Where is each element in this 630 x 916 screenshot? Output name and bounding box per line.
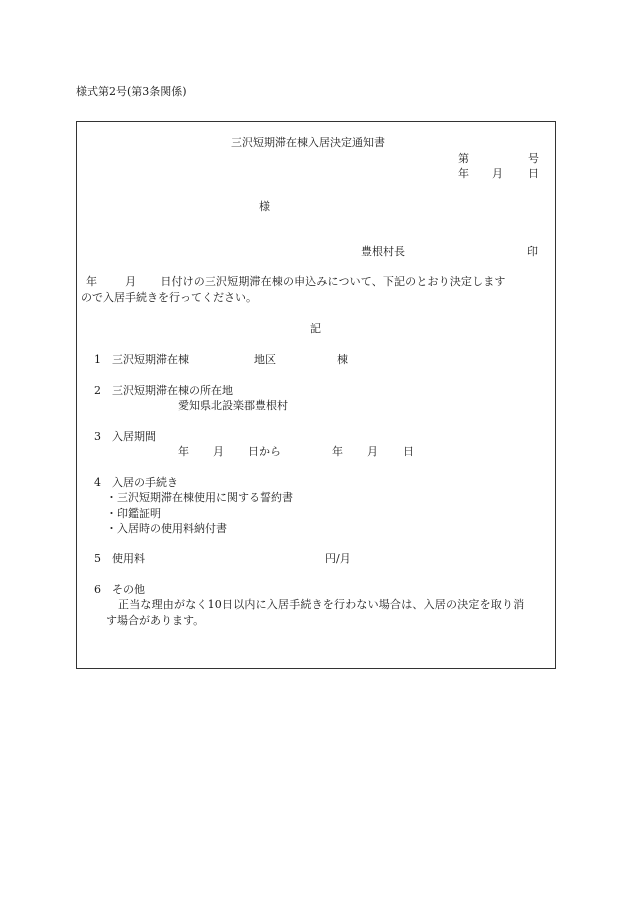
period-to-month: 月 (367, 445, 378, 458)
item-4-number: 4 (94, 476, 101, 489)
item-5-label: 使用料 (112, 552, 145, 565)
period-from-day: 日から (248, 445, 281, 458)
body-month: 月 (125, 275, 137, 288)
procedure-bullet: ・印鑑証明 (106, 507, 161, 520)
item-5-number: 5 (94, 552, 101, 565)
item-6-text-line-2: す場合があります。 (106, 614, 205, 627)
procedure-bullet: ・入居時の使用料納付書 (106, 522, 227, 535)
item-3-label: 入居期間 (112, 430, 156, 443)
item-1-area: 地区 (254, 353, 276, 366)
body-year: 年 (86, 275, 98, 288)
item-3 (94, 431, 156, 442)
body-line-1-text: 日付けの三沢短期滞在棟の申込みについて、下記のとおり決定しま (160, 275, 495, 288)
form-label: 様式第2号(第3条関係) (76, 85, 187, 98)
item-2-address: 愛知県北設楽郡豊根村 (178, 399, 288, 412)
item-1-building: 棟 (337, 353, 348, 366)
item-1-number: 1 (94, 353, 101, 366)
item-6-text-line-1: 正当な理由がなく10日以内に入居手続きを行わない場合は、入居の決定を取り消 (118, 598, 525, 611)
date-month: 月 (492, 167, 503, 180)
period-from-month: 月 (213, 445, 224, 458)
seal-mark: 印 (527, 245, 538, 258)
item-4 (94, 477, 178, 488)
ki-heading: 記 (310, 322, 321, 335)
number-suffix: 号 (528, 152, 539, 165)
body-line-1-end: す (494, 275, 506, 288)
item-2-label: 三沢短期滞在棟の所在地 (112, 384, 233, 397)
addressee-suffix: 様 (259, 200, 270, 213)
item-1 (94, 354, 189, 365)
sender-title: 豊根村長 (361, 245, 405, 258)
date-day: 日 (528, 167, 539, 180)
procedure-bullet: ・三沢短期滞在棟使用に関する誓約書 (106, 491, 293, 504)
item-1-label: 三沢短期滞在棟 (112, 353, 189, 366)
item-5 (94, 553, 145, 564)
item-6 (94, 584, 145, 595)
item-3-number: 3 (94, 430, 101, 443)
body-line-2: ので入居手続きを行ってください。 (81, 291, 257, 304)
item-2 (94, 385, 233, 396)
item-6-number: 6 (94, 583, 101, 596)
item-6-label: その他 (112, 583, 145, 596)
item-4-label: 入居の手続き (112, 476, 178, 489)
fee-unit: 円/月 (325, 552, 351, 565)
body-line-1 (86, 276, 506, 287)
number-prefix: 第 (458, 152, 469, 165)
document-title: 三沢短期滞在棟入居決定通知書 (231, 136, 385, 149)
period-to-day: 日 (403, 445, 414, 458)
period-from-year: 年 (178, 445, 189, 458)
period-to-year: 年 (332, 445, 343, 458)
item-2-number: 2 (94, 384, 101, 397)
date-year: 年 (458, 167, 469, 180)
